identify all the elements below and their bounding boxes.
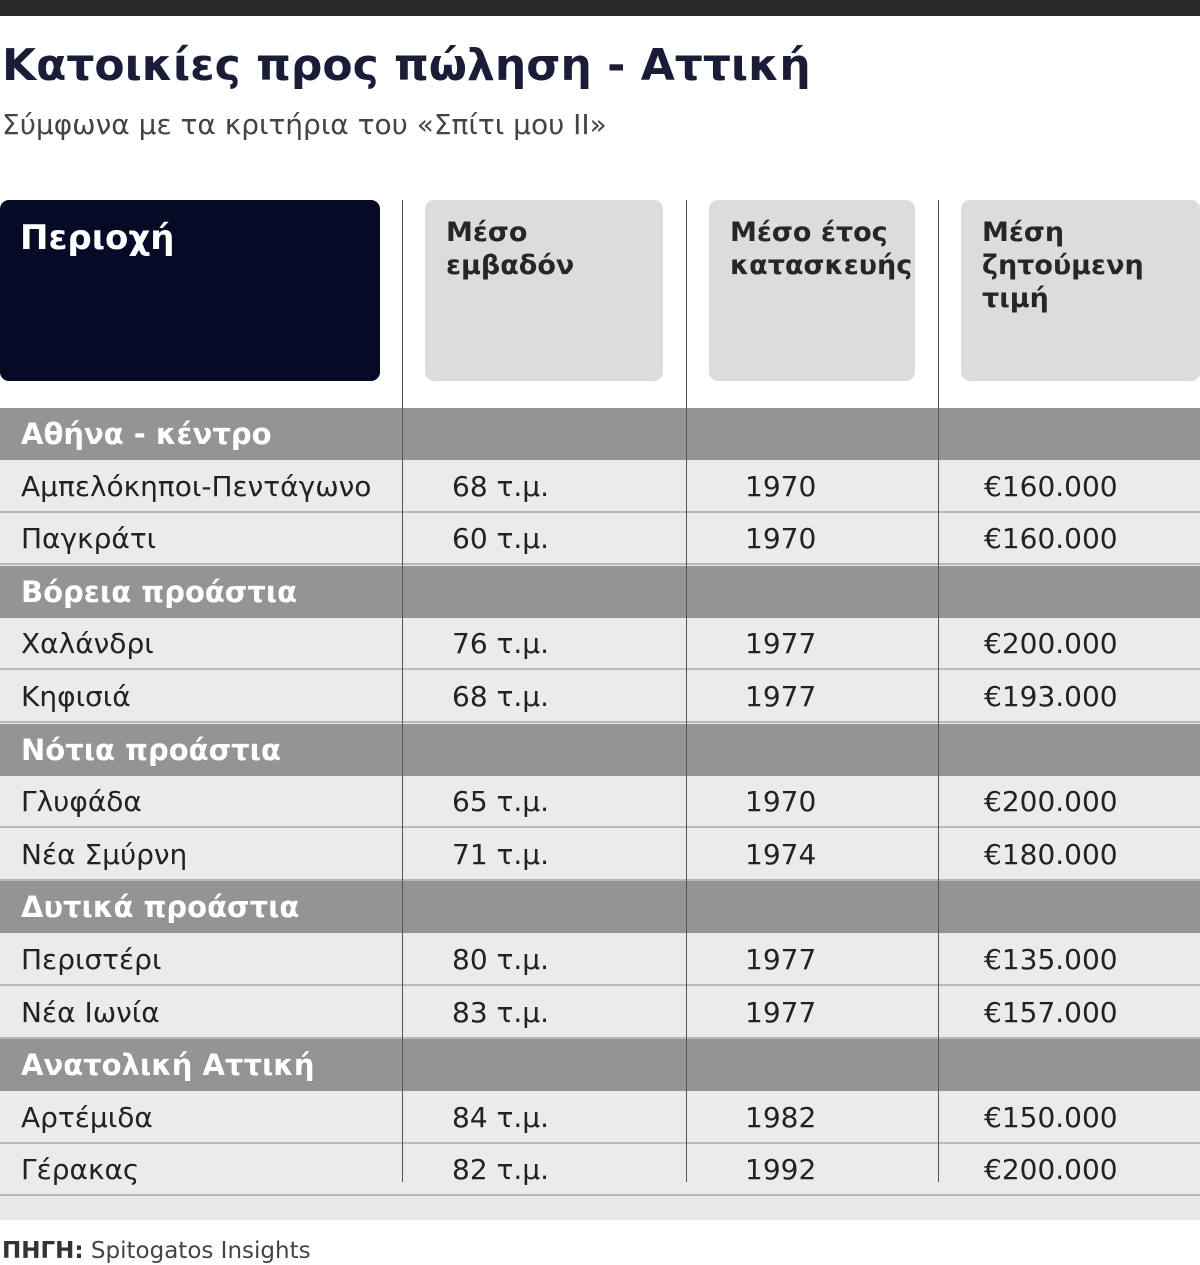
cell-year: 1970 (745, 785, 817, 818)
top-rule (0, 0, 1200, 16)
cell-region: Παγκράτι (21, 522, 157, 555)
cell-area: 83 τ.μ. (452, 996, 550, 1029)
cell-region: Αμπελόκηποι-Πεντάγωνο (21, 470, 372, 503)
group-row (0, 724, 1200, 776)
column-divider (938, 200, 939, 1182)
cell-year: 1977 (745, 943, 817, 976)
cell-area: 76 τ.μ. (452, 627, 550, 660)
cell-year: 1977 (745, 996, 817, 1029)
page-title: Κατοικίες προς πώληση - Αττική (2, 40, 811, 91)
cell-region: Χαλάνδρι (21, 627, 154, 660)
cell-region: Νέα Σμύρνη (21, 838, 188, 871)
cell-year: 1974 (745, 838, 817, 871)
cell-price: €200.000 (984, 1153, 1118, 1186)
cell-area: 68 τ.μ. (452, 470, 550, 503)
cell-price: €150.000 (984, 1101, 1118, 1134)
cell-price: €160.000 (984, 470, 1118, 503)
table-row (0, 934, 1200, 986)
group-row (0, 881, 1200, 933)
page-subtitle: Σύμφωνα με τα κριτήρια του «Σπίτι μου ΙΙ» (2, 108, 607, 141)
source-text: Spitogatos Insights (90, 1238, 311, 1264)
header-area-label: Μέσο εμβαδόν (446, 217, 575, 281)
cell-area: 71 τ.μ. (452, 838, 550, 871)
cell-year: 1977 (745, 680, 817, 713)
group-label: Βόρεια προάστια (21, 575, 298, 609)
header-area (425, 200, 663, 381)
column-divider (686, 200, 687, 1182)
header-region (0, 200, 380, 381)
cell-area: 60 τ.μ. (452, 522, 550, 555)
cell-year: 1982 (745, 1101, 817, 1134)
header-region-label: Περιοχή (20, 218, 175, 258)
header-year (709, 200, 915, 381)
cell-region: Νέα Ιωνία (21, 996, 160, 1029)
group-row (0, 1039, 1200, 1091)
table-row (0, 987, 1200, 1039)
table-row (0, 829, 1200, 881)
group-label: Αθήνα - κέντρο (21, 417, 272, 451)
cell-year: 1970 (745, 522, 817, 555)
source-note (2, 1238, 311, 1264)
cell-region: Γλυφάδα (21, 785, 142, 818)
cell-area: 84 τ.μ. (452, 1101, 550, 1134)
table-row (0, 1092, 1200, 1144)
group-label: Νότια προάστια (21, 733, 281, 767)
cell-price: €157.000 (984, 996, 1118, 1029)
table-row (0, 1144, 1200, 1196)
header-year-label: Μέσο έτος κατασκευής (730, 217, 913, 281)
cell-price: €200.000 (984, 785, 1118, 818)
cell-price: €193.000 (984, 680, 1118, 713)
cell-year: 1992 (745, 1153, 817, 1186)
cell-region: Περιστέρι (21, 943, 162, 976)
table-row (0, 776, 1200, 828)
header-price-label: Μέση ζητούμενη τιμή (982, 217, 1144, 314)
cell-region: Αρτέμιδα (21, 1101, 153, 1134)
cell-price: €200.000 (984, 627, 1118, 660)
cell-year: 1977 (745, 627, 817, 660)
cell-region: Γέρακας (21, 1153, 140, 1186)
group-label: Δυτικά προάστια (21, 890, 300, 924)
cell-area: 65 τ.μ. (452, 785, 550, 818)
cell-year: 1970 (745, 470, 817, 503)
table-row (0, 618, 1200, 670)
cell-region: Κηφισιά (21, 680, 131, 713)
cell-price: €160.000 (984, 522, 1118, 555)
source-label: ΠΗΓΗ: (2, 1238, 84, 1264)
header-price (961, 200, 1200, 381)
group-row (0, 408, 1200, 460)
table-row (0, 513, 1200, 565)
cell-price: €180.000 (984, 838, 1118, 871)
cell-area: 68 τ.μ. (452, 680, 550, 713)
cell-area: 80 τ.μ. (452, 943, 550, 976)
cell-area: 82 τ.μ. (452, 1153, 550, 1186)
group-row (0, 566, 1200, 618)
table-row (0, 461, 1200, 513)
group-label: Ανατολική Αττική (21, 1048, 315, 1082)
cell-price: €135.000 (984, 943, 1118, 976)
column-divider (402, 200, 403, 1182)
table-row (0, 671, 1200, 723)
